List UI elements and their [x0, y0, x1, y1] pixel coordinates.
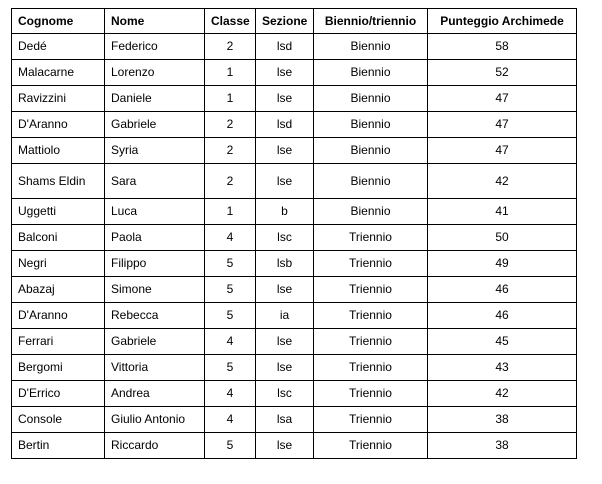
cell-punteggio: 49	[428, 251, 577, 277]
cell-sezione: lsa	[256, 407, 314, 433]
cell-nome: Rebecca	[105, 303, 205, 329]
cell-biennio-triennio: Triennio	[314, 329, 428, 355]
cell-nome: Riccardo	[105, 433, 205, 459]
table-row	[12, 112, 577, 138]
table-row	[12, 138, 577, 164]
cell-cognome: Shams Eldin	[12, 164, 105, 199]
cell-classe: 5	[205, 303, 256, 329]
cell-sezione: lse	[256, 277, 314, 303]
cell-biennio-triennio: Biennio	[314, 86, 428, 112]
cell-sezione: lsd	[256, 34, 314, 60]
cell-biennio-triennio: Triennio	[314, 225, 428, 251]
header-classe: Classe	[205, 9, 256, 34]
cell-punteggio: 46	[428, 303, 577, 329]
cell-punteggio: 43	[428, 355, 577, 381]
cell-punteggio: 42	[428, 164, 577, 199]
cell-cognome: Console	[12, 407, 105, 433]
cell-classe: 4	[205, 381, 256, 407]
cell-punteggio: 47	[428, 86, 577, 112]
cell-cognome: Ravizzini	[12, 86, 105, 112]
cell-biennio-triennio: Biennio	[314, 112, 428, 138]
cell-classe: 1	[205, 60, 256, 86]
cell-cognome: Dedé	[12, 34, 105, 60]
cell-cognome: D'Errico	[12, 381, 105, 407]
cell-nome: Filippo	[105, 251, 205, 277]
table-row	[12, 34, 577, 60]
cell-nome: Daniele	[105, 86, 205, 112]
cell-biennio-triennio: Triennio	[314, 277, 428, 303]
cell-cognome: Balconi	[12, 225, 105, 251]
cell-nome: Syria	[105, 138, 205, 164]
cell-sezione: lsc	[256, 225, 314, 251]
cell-classe: 1	[205, 86, 256, 112]
cell-nome: Gabriele	[105, 329, 205, 355]
cell-classe: 5	[205, 433, 256, 459]
cell-nome: Lorenzo	[105, 60, 205, 86]
cell-cognome: Abazaj	[12, 277, 105, 303]
table-row	[12, 303, 577, 329]
cell-classe: 5	[205, 355, 256, 381]
table-row	[12, 407, 577, 433]
cell-cognome: Malacarne	[12, 60, 105, 86]
cell-cognome: Bergomi	[12, 355, 105, 381]
cell-classe: 4	[205, 225, 256, 251]
header-nome: Nome	[105, 9, 205, 34]
cell-biennio-triennio: Biennio	[314, 164, 428, 199]
cell-biennio-triennio: Biennio	[314, 199, 428, 225]
header-sezione: Sezione	[256, 9, 314, 34]
cell-classe: 1	[205, 199, 256, 225]
header-biennio-triennio: Biennio/triennio	[314, 9, 428, 34]
cell-classe: 5	[205, 251, 256, 277]
results-table	[11, 8, 577, 459]
cell-sezione: ia	[256, 303, 314, 329]
cell-cognome: D'Aranno	[12, 303, 105, 329]
cell-sezione: lse	[256, 86, 314, 112]
cell-punteggio: 46	[428, 277, 577, 303]
cell-biennio-triennio: Biennio	[314, 60, 428, 86]
table-row	[12, 86, 577, 112]
header-cognome: Cognome	[12, 9, 105, 34]
cell-classe: 4	[205, 407, 256, 433]
cell-sezione: lsb	[256, 251, 314, 277]
cell-nome: Vittoria	[105, 355, 205, 381]
cell-nome: Federico	[105, 34, 205, 60]
table-row	[12, 277, 577, 303]
cell-punteggio: 41	[428, 199, 577, 225]
table-row	[12, 329, 577, 355]
cell-classe: 2	[205, 138, 256, 164]
cell-biennio-triennio: Biennio	[314, 138, 428, 164]
cell-classe: 2	[205, 164, 256, 199]
cell-nome: Sara	[105, 164, 205, 199]
cell-cognome: Ferrari	[12, 329, 105, 355]
cell-classe: 2	[205, 34, 256, 60]
cell-biennio-triennio: Biennio	[314, 34, 428, 60]
table-row	[12, 433, 577, 459]
cell-classe: 4	[205, 329, 256, 355]
header-punteggio: Punteggio Archimede	[428, 9, 577, 34]
table-row	[12, 199, 577, 225]
cell-biennio-triennio: Triennio	[314, 251, 428, 277]
cell-nome: Giulio Antonio	[105, 407, 205, 433]
cell-cognome: Mattiolo	[12, 138, 105, 164]
cell-punteggio: 38	[428, 407, 577, 433]
cell-sezione: lse	[256, 433, 314, 459]
cell-punteggio: 58	[428, 34, 577, 60]
cell-sezione: lse	[256, 329, 314, 355]
cell-sezione: lse	[256, 60, 314, 86]
cell-punteggio: 50	[428, 225, 577, 251]
table-row	[12, 225, 577, 251]
cell-cognome: Bertin	[12, 433, 105, 459]
cell-sezione: lse	[256, 164, 314, 199]
cell-cognome: Uggetti	[12, 199, 105, 225]
cell-biennio-triennio: Triennio	[314, 355, 428, 381]
cell-biennio-triennio: Triennio	[314, 433, 428, 459]
cell-classe: 5	[205, 277, 256, 303]
cell-nome: Luca	[105, 199, 205, 225]
table-row	[12, 251, 577, 277]
header-row	[12, 9, 577, 34]
cell-punteggio: 47	[428, 112, 577, 138]
cell-nome: Andrea	[105, 381, 205, 407]
cell-nome: Paola	[105, 225, 205, 251]
cell-sezione: lse	[256, 138, 314, 164]
cell-biennio-triennio: Triennio	[314, 381, 428, 407]
cell-punteggio: 52	[428, 60, 577, 86]
table-row	[12, 355, 577, 381]
cell-punteggio: 47	[428, 138, 577, 164]
cell-punteggio: 45	[428, 329, 577, 355]
cell-nome: Gabriele	[105, 112, 205, 138]
cell-biennio-triennio: Triennio	[314, 303, 428, 329]
cell-classe: 2	[205, 112, 256, 138]
table-row	[12, 381, 577, 407]
cell-punteggio: 38	[428, 433, 577, 459]
cell-cognome: Negri	[12, 251, 105, 277]
cell-sezione: b	[256, 199, 314, 225]
table-body	[12, 34, 577, 459]
table-row	[12, 164, 577, 199]
cell-biennio-triennio: Triennio	[314, 407, 428, 433]
cell-punteggio: 42	[428, 381, 577, 407]
cell-sezione: lsc	[256, 381, 314, 407]
table-row	[12, 60, 577, 86]
cell-nome: Simone	[105, 277, 205, 303]
cell-sezione: lse	[256, 355, 314, 381]
cell-cognome: D'Aranno	[12, 112, 105, 138]
cell-sezione: lsd	[256, 112, 314, 138]
